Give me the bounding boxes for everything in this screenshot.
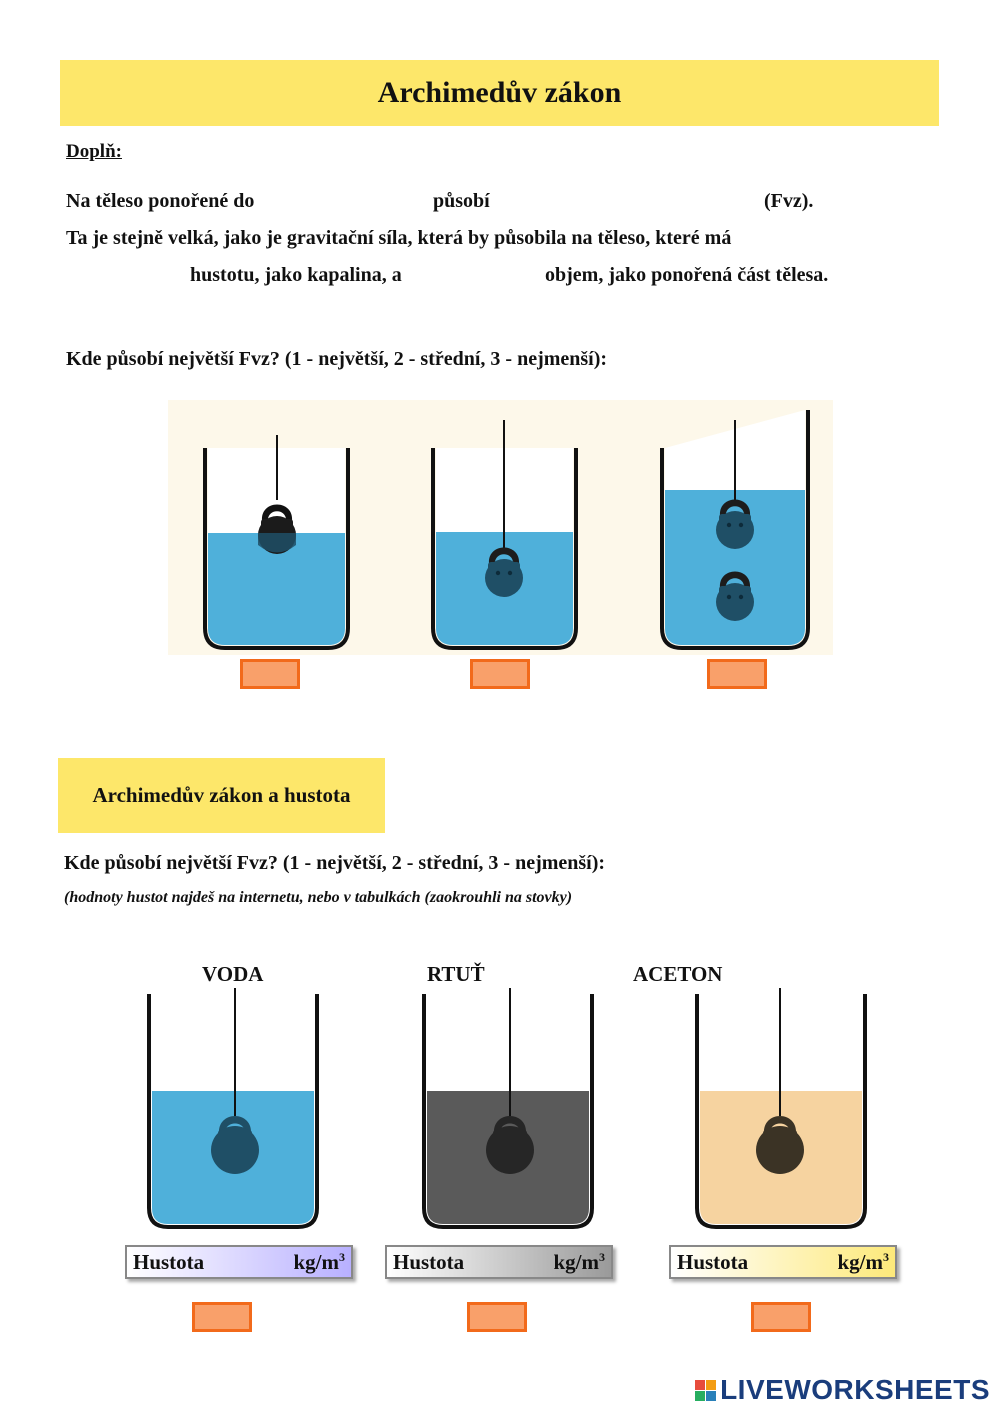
density-label: Hustota [393, 1249, 465, 1274]
beakers-illustration-1 [168, 400, 833, 655]
density-label: Hustota [133, 1249, 205, 1274]
density-value-input[interactable] [464, 1249, 553, 1275]
density-value-input[interactable] [204, 1249, 293, 1275]
blank-force-input[interactable] [505, 186, 757, 214]
sentence-line2: Ta je stejně velká, jako je gravitační síla, která by působila na těleso, které má [66, 227, 732, 249]
answer-box-1-2[interactable] [470, 659, 530, 689]
answer-box-1-3[interactable] [707, 659, 767, 689]
blank-volume-input[interactable] [443, 260, 539, 288]
liquid-label-acetone: ACETON [633, 962, 723, 986]
density-unit: $kg/m^3$ [837, 1249, 889, 1274]
fill-label: Doplň: [66, 141, 122, 162]
density-label: Hustota [677, 1249, 749, 1274]
section-2-title: Archimedův zákon a hustota [58, 758, 385, 833]
sentence-line3-a: hustotu, jako kapalina, a [190, 264, 402, 286]
question-2: Kde působí největší Fvz? (1 - největší, 2 - střední, 3 - nejmenší): [64, 852, 606, 874]
answer-box-2-2[interactable] [467, 1302, 527, 1332]
liveworksheets-logo [695, 1374, 990, 1406]
liquid-label-water: VODA [202, 962, 264, 986]
density-box-acetone [669, 1245, 897, 1279]
density-unit: $kg/m^3$ [293, 1249, 345, 1274]
sentence-line1-b: působí [433, 190, 490, 212]
answer-box-2-3[interactable] [751, 1302, 811, 1332]
density-note: (hodnoty hustot najdeš na internetu, nebo v tabulkách (zaokrouhli na stovky) [64, 889, 573, 906]
blank-liquid-input[interactable] [292, 186, 426, 214]
density-box-mercury [385, 1245, 613, 1279]
logo-text: LIVEWORKSHEETS [720, 1374, 990, 1405]
question-1: Kde působí největší Fvz? (1 - největší, 2 - střední, 3 - nejmenší): [66, 348, 608, 370]
density-value-input[interactable] [748, 1249, 837, 1275]
logo-grid-icon [695, 1380, 716, 1401]
page-title: Archimedův zákon [60, 60, 939, 126]
density-box-water [125, 1245, 353, 1279]
sentence-line3-b: objem, jako ponořená část tělesa. [545, 264, 829, 286]
answer-box-2-1[interactable] [192, 1302, 252, 1332]
sentence-line1-a: Na těleso ponořené do [66, 190, 255, 212]
answer-box-1-1[interactable] [240, 659, 300, 689]
beakers-illustration-2 [140, 988, 880, 1233]
blank-density-input[interactable] [66, 260, 186, 288]
sentence-line1-c: (Fvz). [764, 190, 814, 212]
density-unit: $kg/m^3$ [553, 1249, 605, 1274]
liquid-label-mercury: RTUŤ [427, 962, 485, 986]
